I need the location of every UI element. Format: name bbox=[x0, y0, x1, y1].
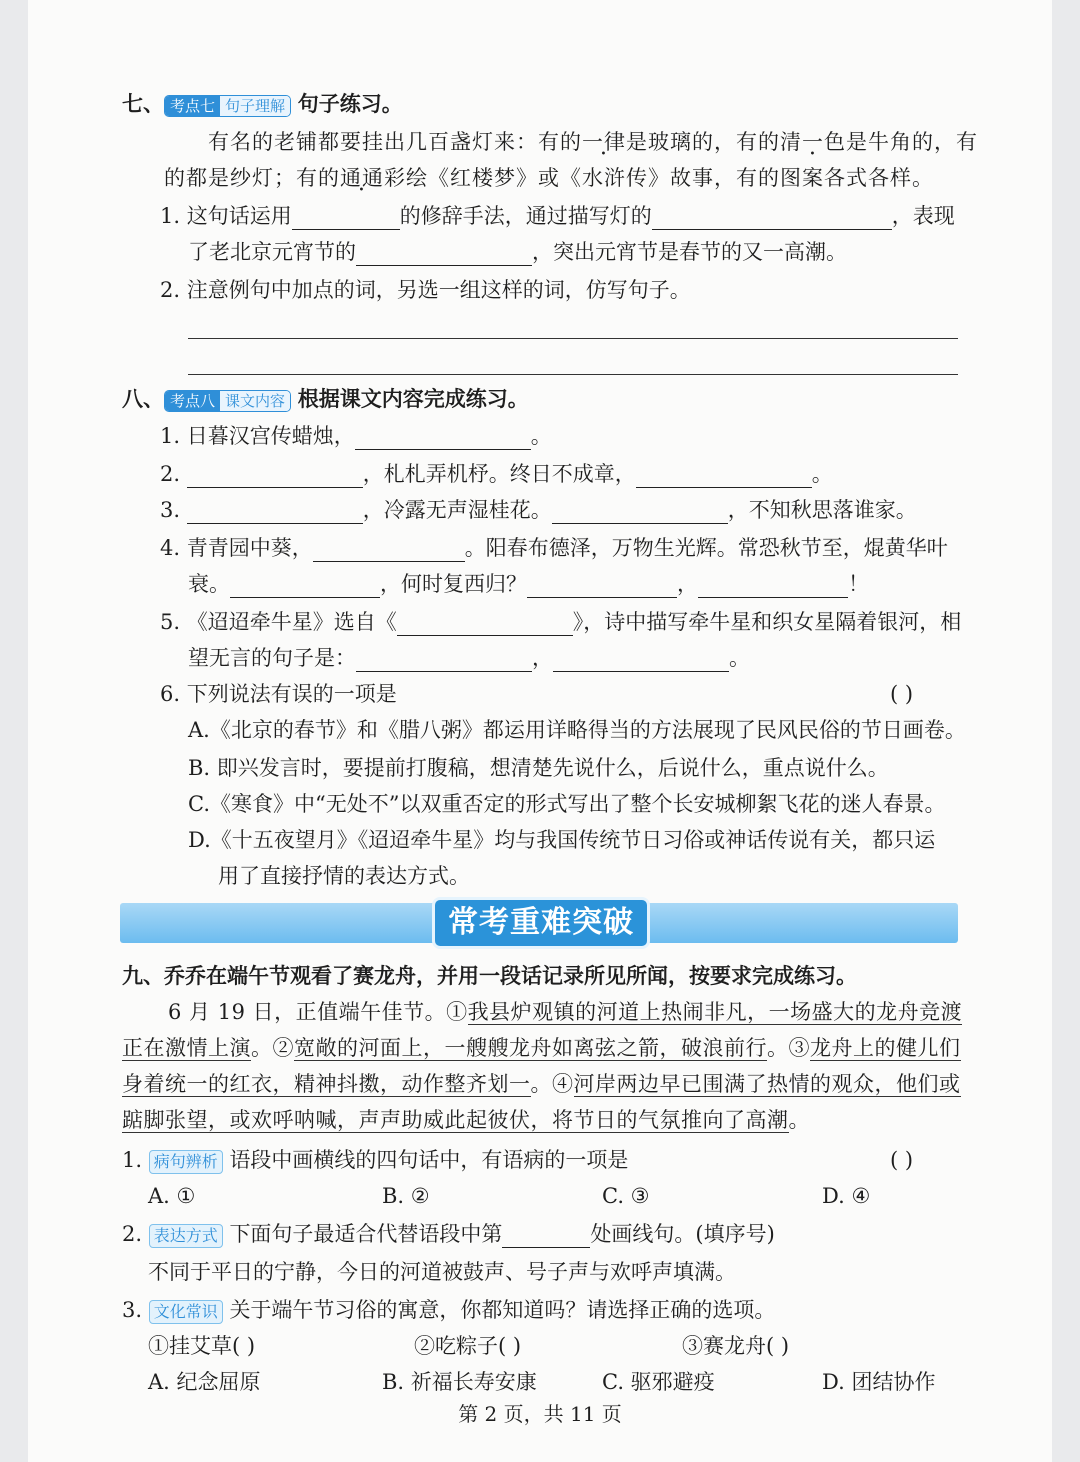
answer-blank[interactable] bbox=[355, 427, 531, 450]
s9-q3-text: 关于端午节习俗的寓意，你都知道吗？请选择正确的选项。 bbox=[229, 1298, 776, 1322]
worksheet-page bbox=[28, 0, 1052, 1462]
section-7-title: 句子练习。 bbox=[297, 92, 403, 116]
s8-q4-text-d: ，何时复西归？ bbox=[380, 572, 527, 596]
answer-blank[interactable] bbox=[292, 207, 400, 230]
answer-blank[interactable] bbox=[553, 649, 729, 672]
s8-q6-option-b[interactable]: B. 即兴发言时，要提前打腹稿，想清楚先说什么，后说什么，重点说什么。 bbox=[188, 756, 889, 780]
answer-blank[interactable] bbox=[698, 575, 848, 598]
s8-question-3 bbox=[160, 496, 917, 524]
s7-q2-number: 2. bbox=[160, 278, 181, 302]
s8-q5-text-c: 望无言的句子是： bbox=[188, 646, 356, 670]
s7-question-2 bbox=[160, 276, 691, 304]
answer-blank[interactable] bbox=[527, 575, 677, 598]
section-banner-title: 常考重难突破 bbox=[432, 897, 650, 949]
s8-q5-text-d: ， bbox=[532, 646, 553, 670]
s8-question-4-cont bbox=[188, 570, 869, 598]
s8-q4-number: 4. bbox=[160, 536, 181, 560]
s9-q1-option-c[interactable]: C. ③ bbox=[602, 1184, 650, 1208]
s9-q3-option-b: B. 祈福长寿安康 bbox=[382, 1370, 537, 1394]
s9-q3-item-1[interactable]: ①挂艾草( ) bbox=[148, 1334, 256, 1358]
s7-p1a: 有名的老铺都要挂出几百盏灯来：有的 bbox=[208, 130, 582, 154]
s7-p2a: 的都是纱灯；有的 bbox=[164, 166, 340, 190]
s8-q6-option-d[interactable]: D.《十五夜望月》《迢迢牵牛星》均与我国传统节日习俗或神话传说有关，都只运 bbox=[188, 828, 936, 852]
s8-q1-text-b: 。 bbox=[530, 424, 552, 448]
s7-q2-text: 注意例句中加点的词，另选一组这样的词，仿写句子。 bbox=[186, 278, 691, 302]
s7-passage-line-1 bbox=[208, 128, 978, 156]
writing-line-1[interactable] bbox=[188, 338, 958, 339]
s9-q1-answer-paren[interactable]: ( ) bbox=[890, 1148, 914, 1172]
s8-q6-option-d-cont: 用了直接抒情的表达方式。 bbox=[218, 864, 470, 888]
s9-q1-option-a[interactable]: A. ① bbox=[148, 1184, 196, 1208]
s8-q2-text-a: ，札札弄机杼。终日不成章， bbox=[362, 462, 636, 486]
s9-q3-tag: 文化常识 bbox=[149, 1300, 223, 1324]
answer-blank[interactable] bbox=[356, 649, 532, 672]
s8-q5-text-e: 。 bbox=[729, 646, 750, 670]
s9-q2-text-b: 处画线句。(填序号) bbox=[590, 1222, 775, 1246]
s8-question-2 bbox=[160, 460, 833, 488]
s8-q5-text-a: 《迢迢牵牛星》选自《 bbox=[186, 610, 397, 634]
s7-q1-text-b: 的修辞手法，通过描写灯的 bbox=[399, 204, 652, 228]
s9-q2-tag: 表达方式 bbox=[149, 1224, 223, 1248]
s9-q3-option-a: A. 纪念屈原 bbox=[148, 1370, 261, 1394]
section-8-heading bbox=[122, 385, 529, 413]
section-8-tag-b: 课文内容 bbox=[220, 391, 290, 411]
s7-q1-text-d: 了老北京元宵节的 bbox=[188, 240, 356, 264]
s9-q2-number: 2. bbox=[122, 1222, 143, 1246]
s7-question-1-cont bbox=[188, 238, 847, 266]
s9-question-2 bbox=[122, 1220, 775, 1248]
s8-q6-option-a[interactable]: A.《北京的春节》和《腊八粥》都运用详略得当的方法展现了民风民俗的节日画卷。 bbox=[188, 718, 966, 742]
answer-blank[interactable] bbox=[552, 501, 728, 524]
s7-q1-text-c: ，表现 bbox=[891, 204, 955, 228]
s8-q4-text-b: 。阳春布德泽，万物生光辉。常恐秋节至，焜黄华叶 bbox=[464, 536, 948, 560]
answer-blank[interactable] bbox=[313, 539, 465, 562]
s8-question-5 bbox=[160, 608, 961, 636]
s9-q2-text-a: 下面句子最适合代替语段中第 bbox=[229, 1222, 503, 1246]
s8-q6-answer-paren[interactable]: ( ) bbox=[890, 682, 914, 706]
section-7-tag-a: 考点七 bbox=[165, 96, 220, 116]
s7-q1-text-a: 这句话运用 bbox=[186, 204, 292, 228]
s8-q6-number: 6. bbox=[160, 682, 181, 706]
s7-p1b: 是玻璃的，有的 bbox=[626, 130, 780, 154]
s9-question-3 bbox=[122, 1296, 775, 1324]
s8-q6-option-c[interactable]: C.《寒食》中“无处不”以双重否定的形式写出了整个长安城柳絮飞花的迷人春景。 bbox=[188, 792, 946, 816]
s9-question-1 bbox=[122, 1146, 628, 1174]
s9-underlined-sentence-1: 我县炉观镇的河道上热闹非凡，一场盛大的龙舟竞渡 bbox=[467, 1000, 963, 1024]
s9-q3-item-2[interactable]: ②吃粽子( ) bbox=[414, 1334, 522, 1358]
section-7-tag-b: 句子理解 bbox=[220, 96, 290, 116]
answer-blank[interactable] bbox=[230, 575, 380, 598]
answer-blank[interactable] bbox=[502, 1225, 590, 1248]
section-8-tag-a: 考点八 bbox=[165, 391, 220, 411]
s7-dotted-word-2: 清一色 bbox=[780, 130, 846, 154]
section-7-heading bbox=[122, 90, 403, 118]
s9-p1a: 6 月 19 日，正值端午佳节。① bbox=[168, 1000, 468, 1024]
s8-q3-text-b: ，不知秋思落谁家。 bbox=[727, 498, 917, 522]
s9-q1-option-d[interactable]: D. ④ bbox=[822, 1184, 871, 1208]
answer-blank[interactable] bbox=[636, 465, 812, 488]
answer-blank[interactable] bbox=[187, 501, 363, 524]
s9-underlined-sentence-3: 龙舟上的健儿们 bbox=[810, 1036, 961, 1060]
s7-dotted-word-1: 一律 bbox=[582, 130, 626, 154]
s9-q2-sentence: 不同于平日的宁静，今日的河道被鼓声、号子声与欢呼声填满。 bbox=[148, 1260, 736, 1284]
s8-q1-text-a: 日暮汉宫传蜡烛， bbox=[186, 424, 355, 448]
s9-q3-number: 3. bbox=[122, 1298, 143, 1322]
s8-question-6 bbox=[160, 680, 397, 708]
s9-p2b: 。② bbox=[251, 1036, 294, 1060]
s8-question-1 bbox=[160, 422, 552, 450]
s7-q1-text-e: ，突出元宵节是春节的又一高潮。 bbox=[532, 240, 847, 264]
s9-q3-option-d: D. 团结协作 bbox=[822, 1370, 936, 1394]
answer-blank[interactable] bbox=[652, 207, 892, 230]
s7-q1-number: 1. bbox=[160, 204, 181, 228]
s9-p4b: 。 bbox=[788, 1108, 810, 1132]
s8-q3-text-a: ，冷露无声湿桂花。 bbox=[362, 498, 552, 522]
s9-q1-option-b[interactable]: B. ② bbox=[382, 1184, 430, 1208]
s9-p2d: 。③ bbox=[767, 1036, 810, 1060]
s7-p2b: 彩绘《红楼梦》或《水浒传》故事，有的图案各式各样。 bbox=[384, 166, 934, 190]
s9-underlined-sentence-4: 河岸两边早已围满了热情的观众，他们或 bbox=[573, 1072, 961, 1096]
s8-q4-text-e: ， bbox=[677, 572, 698, 596]
s8-q5-text-b: 》，诗中描写牵牛星和织女星隔着银河，相 bbox=[572, 610, 962, 634]
s9-p3b: 。④ bbox=[530, 1072, 574, 1096]
s9-q1-tag: 病句辨析 bbox=[149, 1150, 223, 1174]
s7-p1c: 是牛角的，有 bbox=[846, 130, 978, 154]
s8-question-5-cont bbox=[188, 644, 750, 672]
s9-underlined-sentence-4-cont: 踮脚张望，或欢呼呐喊，声声助威此起彼伏，将节日的气氛推向了高潮 bbox=[122, 1108, 789, 1132]
section-8-title: 根据课文内容完成练习。 bbox=[297, 387, 529, 411]
s9-underlined-sentence-1-cont: 正在激情上演 bbox=[122, 1036, 251, 1060]
s9-underlined-sentence-3-cont: 身着统一的红衣，精神抖擞，动作整齐划一 bbox=[122, 1072, 531, 1096]
s9-q1-number: 1. bbox=[122, 1148, 143, 1172]
section-7-tag bbox=[164, 95, 291, 117]
answer-blank[interactable] bbox=[187, 465, 363, 488]
s9-q3-option-c: C. 驱邪避疫 bbox=[602, 1370, 715, 1394]
s8-q4-text-f: ！ bbox=[848, 572, 869, 596]
s8-q4-text-c: 衰。 bbox=[188, 572, 230, 596]
s8-q2-text-b: 。 bbox=[811, 462, 833, 486]
answer-blank[interactable] bbox=[397, 613, 573, 636]
writing-line-2[interactable] bbox=[188, 374, 958, 375]
s9-q1-text: 语段中画横线的四句话中，有语病的一项是 bbox=[229, 1148, 629, 1172]
s8-q3-number: 3. bbox=[160, 498, 181, 522]
s9-passage-line-1 bbox=[168, 998, 962, 1026]
s9-passage-line-4 bbox=[122, 1106, 810, 1134]
s8-question-4 bbox=[160, 534, 948, 562]
s9-q3-item-3[interactable]: ③赛龙舟( ) bbox=[682, 1334, 790, 1358]
s7-question-1 bbox=[160, 202, 955, 230]
answer-blank[interactable] bbox=[356, 243, 532, 266]
section-9-title: 九、乔乔在端午节观看了赛龙舟，并用一段话记录所见所闻，按要求完成练习。 bbox=[122, 964, 857, 988]
s8-q6-text: 下列说法有误的一项是 bbox=[186, 682, 397, 706]
s8-q5-number: 5. bbox=[160, 610, 181, 634]
s7-dotted-word-3: 通通 bbox=[340, 166, 384, 190]
s8-q1-number: 1. bbox=[160, 424, 181, 448]
s8-q4-text-a: 青青园中葵， bbox=[186, 536, 313, 560]
s8-q2-number: 2. bbox=[160, 462, 181, 486]
s7-passage-line-2 bbox=[164, 164, 934, 192]
page-footer: 第 2 页，共 11 页 bbox=[458, 1402, 622, 1426]
s9-underlined-sentence-2: 宽敞的河面上，一艘艘龙舟如离弦之箭，破浪前行 bbox=[294, 1036, 767, 1060]
s9-passage-line-2 bbox=[122, 1034, 961, 1062]
section-8-tag bbox=[164, 390, 291, 412]
section-8-number: 八、 bbox=[122, 387, 164, 411]
section-7-number: 七、 bbox=[122, 92, 164, 116]
s9-passage-line-3 bbox=[122, 1070, 961, 1098]
